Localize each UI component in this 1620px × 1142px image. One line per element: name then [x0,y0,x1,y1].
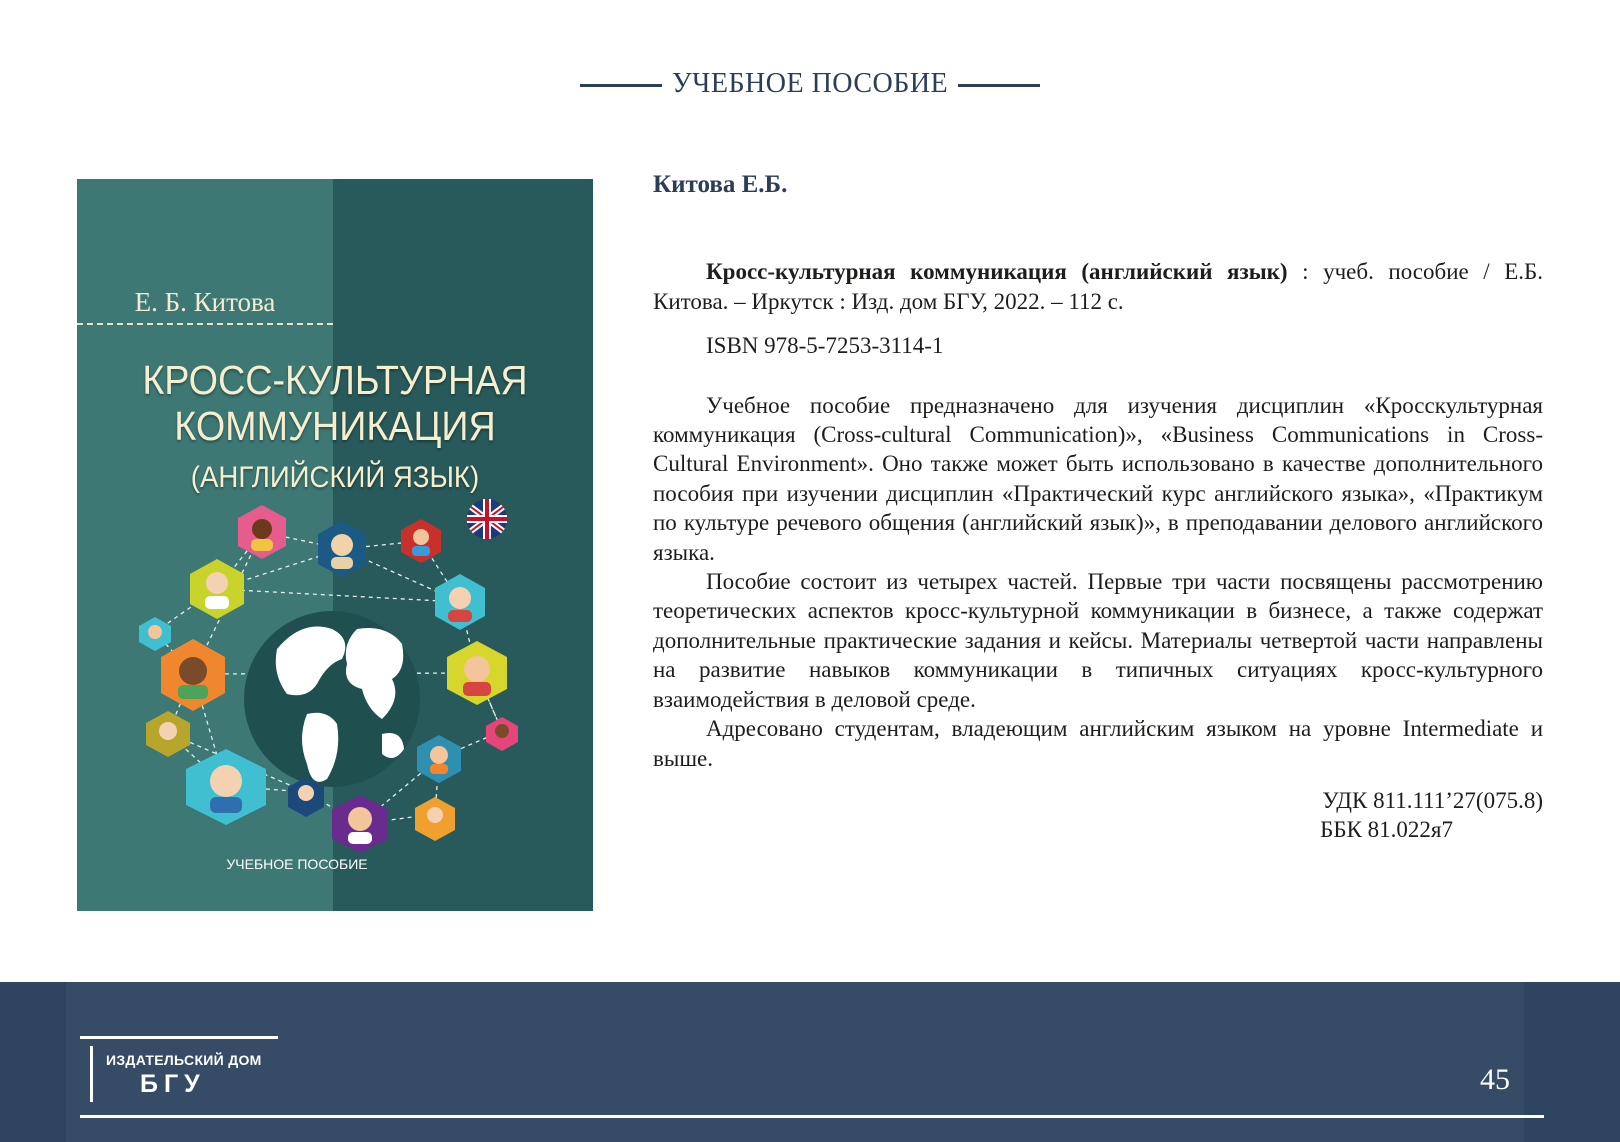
footer-panel [66,982,1524,1142]
avatar-icon [190,559,244,619]
logo-top-line [80,1036,278,1039]
udk-code: УДК 811.111’27(075.8) [1322,787,1543,813]
annotation-paragraph: Пособие состоит из четырех частей. Первые три части посвящены рассмотрению теоретических аспектов кросс-культурной коммуникации в бизнесе, а также содержат дополнительные практические задания и кейсы. Материалы четвертой части направлены на развитие навыков коммуникации в типичных ситуациях кросс-культурного взаимодействия в деловой среде. [653,569,1543,712]
bbk-code: ББК 81.022я7 [1320,817,1453,843]
avatar-icon [161,639,225,711]
annotation-paragraph: Учебное пособие предназначено для изучения дисциплин «Кросскультурная коммуникация (Cross-cultural Communication)», «Business Communications in Cross-Cultural Environment». Оно также может быть использовано в качестве дополнительного пособия при изучении дисциплин «Практический курс английского языка», «Практикум по культуре речевого общения (английский язык)», в преподавании делового английского языка. [653,392,1543,565]
cover-title-line2: КОММУНИКАЦИЯ [174,403,496,449]
cover-title-line1: КРОСС-КУЛЬТУРНАЯ [142,357,528,403]
avatar-icon [238,505,286,559]
avatar-icon [139,617,171,651]
section-title [0,68,1620,100]
author-heading: Китова Е.Б. [653,171,788,198]
isbn: ISBN 978-5-7253-3114-1 [706,333,944,359]
publisher-logo [80,1036,280,1116]
book-cover [77,179,593,911]
bibliographic-description [653,257,1543,316]
title-rule-left [580,84,662,87]
avatar-icon [447,641,507,705]
cover-dashed-line [77,323,333,325]
logo-line1: ИЗДАТЕЛЬСКИЙ ДОМ [106,1052,262,1068]
cover-illustration [77,499,593,899]
logo-line2: БГУ [140,1070,206,1098]
footer-rule [80,1115,1544,1118]
bib-title: Кросс-культурная коммуникация (английский язык) [706,259,1288,285]
bib-details: : учеб. пособие / Е.Б. Китова. – Иркутск : Изд. дом БГУ, 2022. – 112 с. [653,259,1543,314]
avatar-icon [332,795,388,853]
avatar-icon [435,574,485,630]
avatar-icon [318,521,366,577]
avatar-icon [417,735,461,783]
title-rule-right [958,84,1040,87]
annotation-paragraph: Адресовано студентам, владеющим английским языком на уровне Intermediate и выше. [653,716,1543,771]
bibliographic-record [653,170,1543,845]
cover-bottom-label: УЧЕБНОЕ ПОСОБИЕ [226,856,368,872]
cover-subtitle: (АНГЛИЙСКИЙ ЯЗЫК) [190,461,480,494]
annotation [653,391,1543,773]
uk-flag-icon [467,499,507,539]
section-title-text: УЧЕБНОЕ ПОСОБИЕ [671,68,949,99]
cover-author: Е. Б. Китова [134,287,276,317]
avatar-icon [146,711,190,757]
avatar-icon [415,797,455,841]
avatar-icon [486,717,518,751]
avatar-icon [401,519,441,563]
globe-icon [244,611,420,787]
page-number: 45 [1480,1063,1510,1096]
classification-codes [653,786,1543,845]
